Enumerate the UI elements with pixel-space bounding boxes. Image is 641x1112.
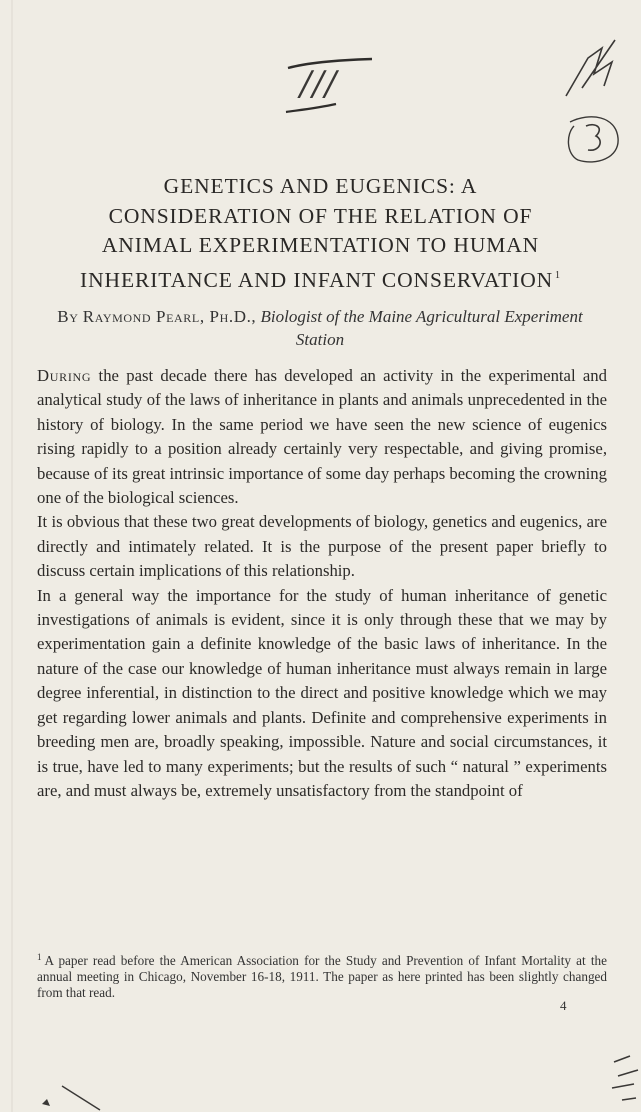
article-title (24, 172, 617, 295)
ms-number-underline (286, 104, 336, 112)
edge-artifact-dot (42, 1099, 50, 1106)
paragraph (37, 364, 607, 510)
page-number: 4 (560, 998, 567, 1013)
paragraph: In a general way the importance for the study of human inheritance of genetic investigations of animals is evident, since it is only through these that we may by experimentation gain a definite knowledge of the basic laws of inheritance. In the nature of the case our knowledge of human inheritance must always remain in large degree inferential, in distinction to the direct and positive knowledge which we may get regarding lower animals and plants. Definite and comprehensive experiments in breeding men are, broadly speaking, impossible. Nature and social circumstances, it is true, have led to many experiments; but the results of such “ natural ” experiments are, and must always be, extremely unsatisfactory from the standpoint of (37, 585, 607, 800)
title-line: INHERITANCE AND INFANT CONSERVATION $^1$ (80, 267, 561, 292)
byline-by: By (57, 307, 79, 326)
footnote (37, 949, 607, 1001)
author-name: Raymond Pearl, Ph.D., (82, 307, 257, 326)
footnote-text: A paper read before the American Association for the Study and Prevention of Infant Mortality at the annual meeting in Chicago, November 16-18, 1911. The paper as here printed has been slightly changed from that read. (37, 953, 607, 1000)
edge-artifact-left (62, 1086, 100, 1110)
paragraph: It is obvious that these two great developments of biology, genetics and eugenics, are directly and intimately related. It is the purpose of the present paper briefly to discuss certain implications of this relationship. (37, 512, 607, 581)
handwritten-ms-number: /// (300, 64, 338, 104)
circled-number-glyph (586, 125, 600, 150)
paragraph-text: the past decade there has developed an activity in the experimental and analytical study of the laws of inheritance in plants and animals unprecedented in the history of biology. In the same period we have seen the new science of eugenics rising rapidly to a position already certainly very respectable, and giving promise, because of its great intrinsic importance of some day perhaps becoming the crowning one of the biological sciences. (37, 366, 607, 508)
title-line: GENETICS AND EUGENICS: A (163, 174, 478, 198)
title-line: CONSIDERATION OF THE RELATION OF (108, 203, 533, 228)
title-line: ANIMAL EXPERIMENTATION TO HUMAN (101, 233, 540, 257)
paragraph-lead-word: During (37, 366, 92, 385)
edge-artifact-right (612, 1056, 638, 1100)
corner-scribble (566, 40, 615, 96)
title-footnote-mark: 1 (555, 269, 561, 281)
byline (40, 305, 600, 351)
circled-number-mark (568, 117, 618, 162)
footnote-mark: 1 (37, 952, 42, 962)
article-body (37, 364, 607, 803)
author-affiliation: Biologist of the Maine Agricultural Experiment Station (260, 307, 583, 349)
